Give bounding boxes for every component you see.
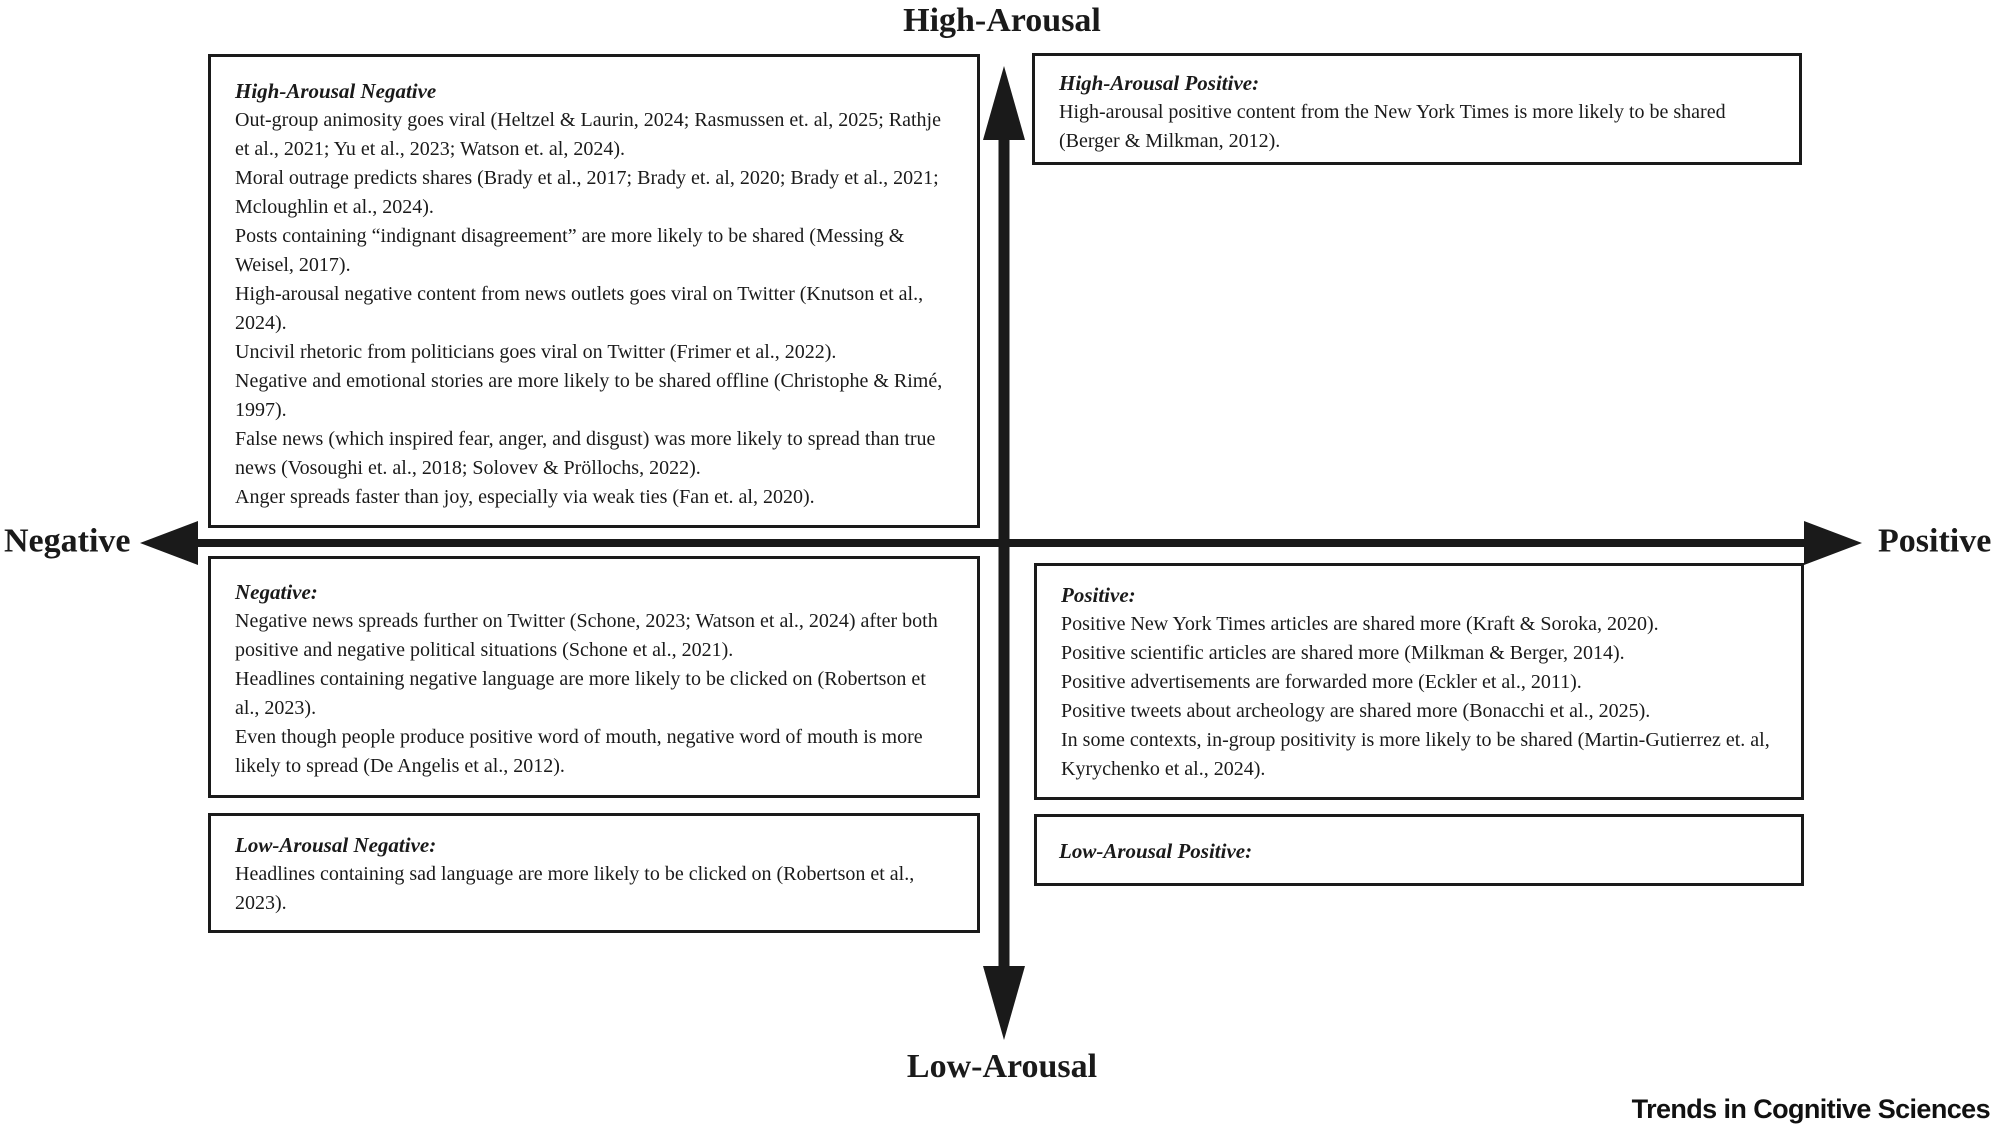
quadrant-title: Low-Arousal Positive: <box>1059 839 1253 863</box>
axis-label-positive: Positive <box>1878 522 1992 560</box>
arrow-up-icon <box>983 66 1025 140</box>
quadrant-title: High-Arousal Negative <box>235 79 437 103</box>
quadrant-title: Positive: <box>1061 583 1136 607</box>
axis-label-low-arousal: Low-Arousal <box>906 1048 1098 1085</box>
quadrant-findings <box>235 106 951 512</box>
finding-text: Moral outrage predicts shares (Brady et al., 2017; Brady et. al, 2020; Brady et al., 2021; Mcloughlin et al., 2024). <box>235 167 939 218</box>
finding-text: Negative and emotional stories are more likely to be shared offline (Christophe & Rimé, 1997). <box>235 370 943 421</box>
quadrant-title: High-Arousal Positive: <box>1059 71 1260 95</box>
finding-text: Positive New York Times articles are shared more (Kraft & Soroka, 2020). <box>1061 613 1659 635</box>
arrow-down-icon <box>983 966 1025 1040</box>
axis-label-negative: Negative <box>4 522 131 560</box>
finding-text: Posts containing “indignant disagreement” are more likely to be shared (Messing & Weisel, 2017). <box>235 225 905 276</box>
quadrant-positive <box>1034 563 1804 800</box>
finding-text: Negative news spreads further on Twitter (Schone, 2023; Watson et al., 2024) after both positive and negative political situations (Schone et al., 2021). <box>235 610 938 661</box>
finding-text: In some contexts, in-group positivity is more likely to be shared (Martin-Gutierrez et. al, Kyrychenko et al., 2024). <box>1061 729 1770 780</box>
quadrant-findings <box>1059 98 1773 156</box>
finding-text: False news (which inspired fear, anger, and disgust) was more likely to spread than true news (Vosoughi et. al., 2018; Solovev & Pröllochs, 2022). <box>235 428 936 479</box>
quadrant-findings <box>235 860 951 918</box>
finding-text: Anger spreads faster than joy, especially via weak ties (Fan et. al, 2020). <box>235 486 815 508</box>
arrow-right-icon <box>1804 521 1862 565</box>
finding-text: High-arousal positive content from the New York Times is more likely to be shared (Berger & Milkman, 2012). <box>1059 101 1726 152</box>
arrow-left-icon <box>140 521 198 565</box>
finding-text: Positive tweets about archeology are shared more (Bonacchi et al., 2025). <box>1061 700 1651 722</box>
quadrant-negative <box>208 556 980 798</box>
journal-logo: Trends in Cognitive Sciences <box>1631 1094 1990 1124</box>
quadrant-findings <box>1061 610 1775 784</box>
axis-label-high-arousal: High-Arousal <box>903 2 1101 39</box>
quadrant-low-arousal-positive <box>1034 814 1804 886</box>
quadrant-high-arousal-positive <box>1032 53 1802 165</box>
finding-text: Positive scientific articles are shared more (Milkman & Berger, 2014). <box>1061 642 1625 664</box>
finding-text: High-arousal negative content from news outlets goes viral on Twitter (Knutson et al., 2024). <box>235 283 924 334</box>
finding-text: Positive advertisements are forwarded more (Eckler et al., 2011). <box>1061 671 1582 693</box>
finding-text: Headlines containing negative language are more likely to be clicked on (Robertson et al., 2023). <box>235 668 926 719</box>
quadrant-title: Low-Arousal Negative: <box>235 833 437 857</box>
finding-text: Out-group animosity goes viral (Heltzel & Laurin, 2024; Rasmussen et. al, 2025; Rathje et al., 2021; Yu et al., 2023; Watson et. al, 2024). <box>235 109 941 160</box>
finding-text: Uncivil rhetoric from politicians goes viral on Twitter (Frimer et al., 2022). <box>235 341 837 363</box>
finding-text: Headlines containing sad language are more likely to be clicked on (Robertson et al., 2023). <box>235 863 915 914</box>
quadrant-title: Negative: <box>235 580 318 604</box>
quadrant-high-arousal-negative <box>208 54 980 528</box>
quadrant-findings <box>235 607 951 781</box>
finding-text: Even though people produce positive word of mouth, negative word of mouth is more likely to spread (De Angelis et al., 2012). <box>235 726 923 777</box>
quadrant-low-arousal-negative <box>208 813 980 933</box>
